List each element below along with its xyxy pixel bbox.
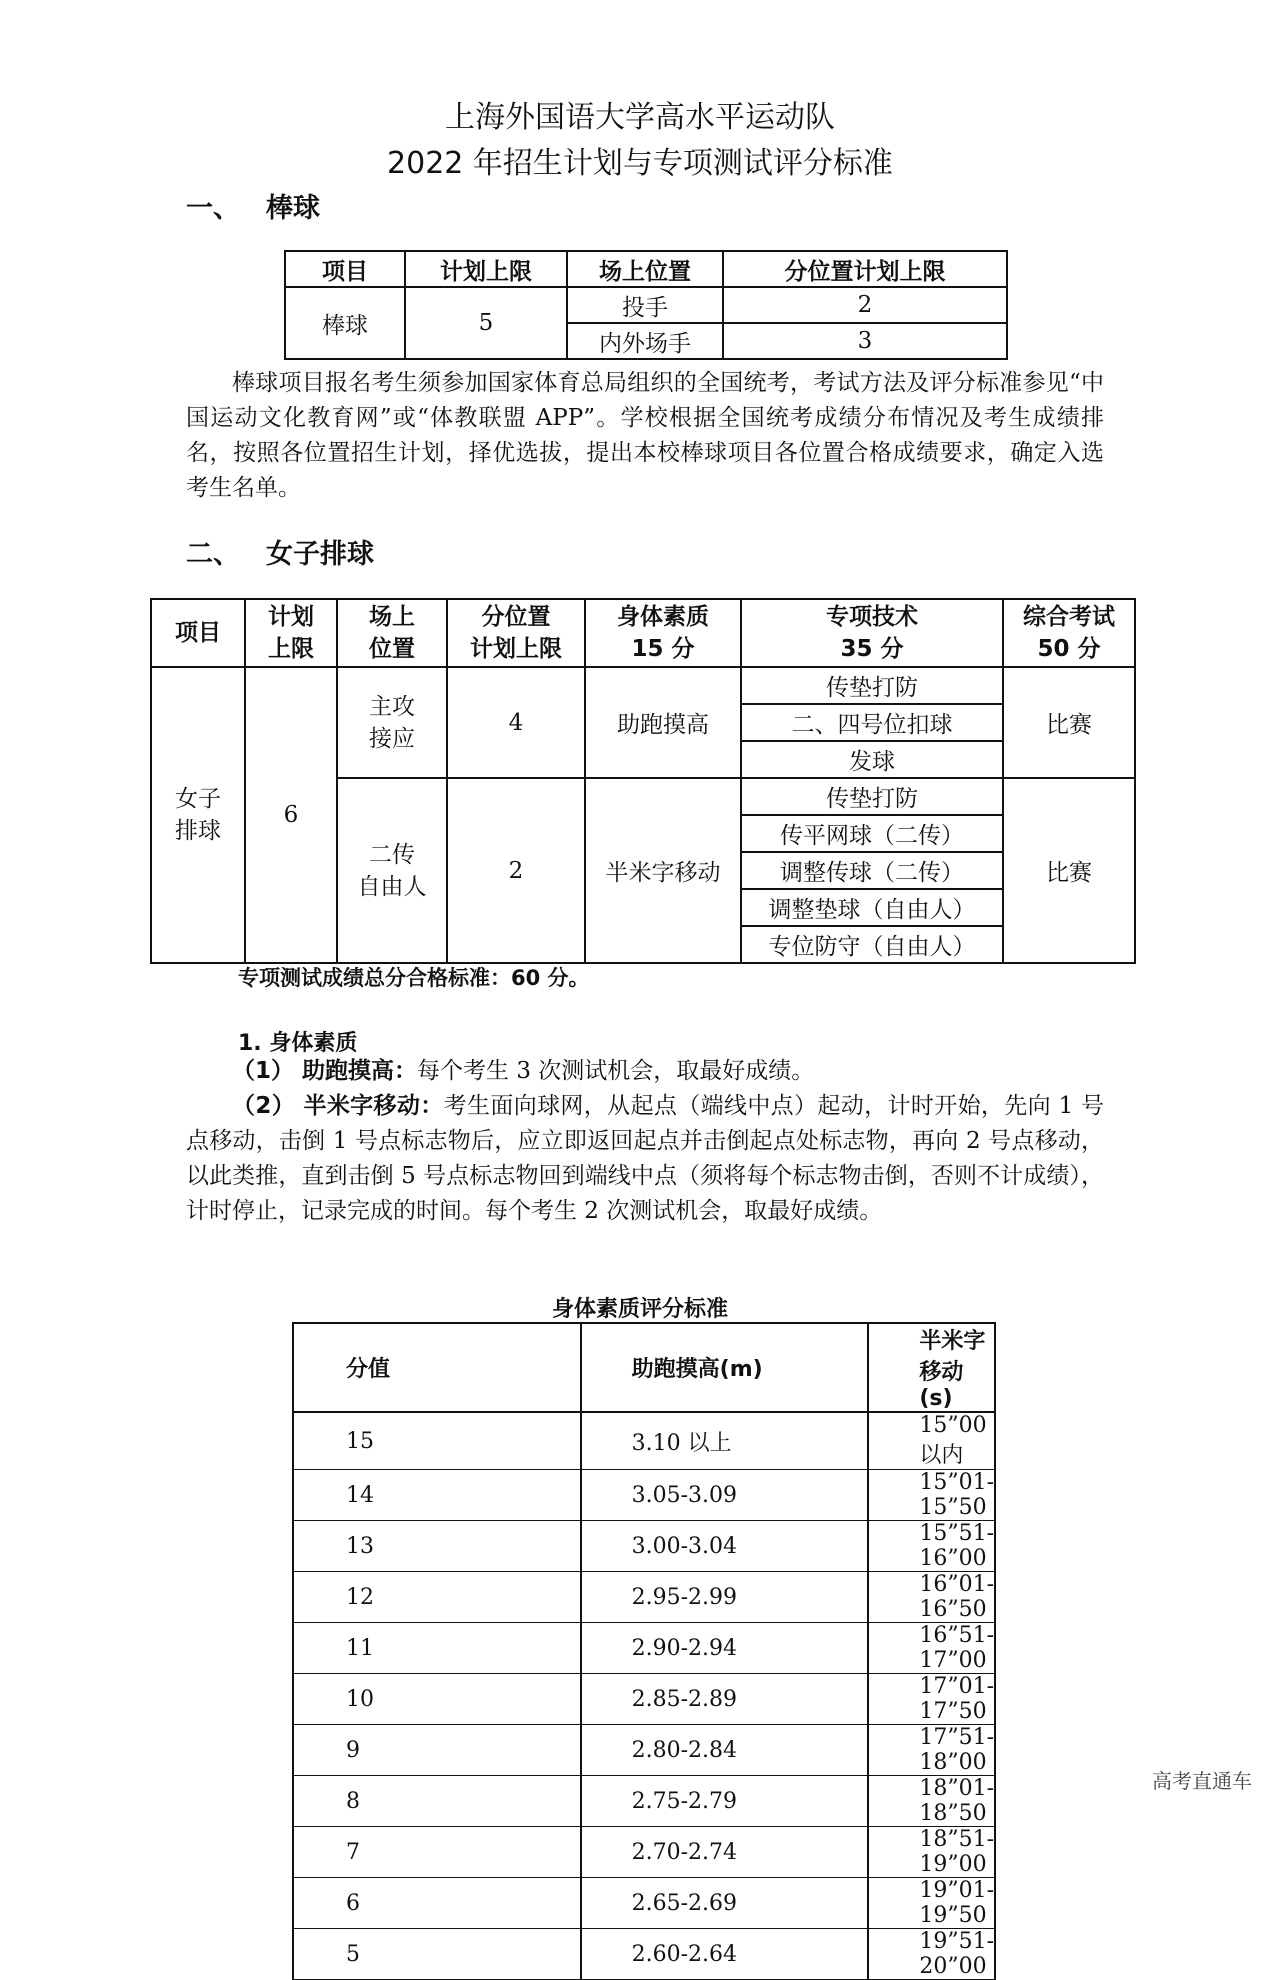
table-row xyxy=(293,1412,995,1470)
vb-header-match-a: 综合考试 xyxy=(1023,604,1115,630)
vb-header-plan-a: 计划 xyxy=(268,604,314,630)
table-row xyxy=(293,1623,995,1674)
vb-header-skill-a: 专项技术 xyxy=(826,604,918,630)
vb-group2-skill: 传平网球（二传） xyxy=(741,815,1003,852)
jump-range-cell: 2.85-2.89 xyxy=(581,1674,869,1725)
vb-group1-match: 比赛 xyxy=(1003,667,1135,778)
score-table xyxy=(292,1322,996,1980)
score-header-jump: 助跑摸高(m) xyxy=(581,1323,869,1412)
move-range-cell: 17”01-17”50 xyxy=(868,1674,995,1725)
move-range-cell: 15”00以内 xyxy=(868,1412,995,1470)
watermark: 高考直通车 xyxy=(1152,1769,1252,1793)
move-range-cell: 17”51-18”00 xyxy=(868,1725,995,1776)
vb-group1-pos-b: 接应 xyxy=(369,725,415,752)
vb-sport-b: 排球 xyxy=(175,818,221,844)
baseball-header-plan: 计划上限 xyxy=(405,251,567,287)
section1-number: 一、 xyxy=(186,193,240,224)
baseball-plan-cell: 5 xyxy=(405,287,567,359)
vb-header-limit-a: 分位置 xyxy=(481,604,551,630)
vb-header-position xyxy=(337,599,447,667)
baseball-table xyxy=(284,250,1008,360)
section2-heading xyxy=(186,532,374,571)
score-value-cell: 8 xyxy=(293,1776,581,1827)
move-range-cell: 19”51-20”00 xyxy=(868,1929,995,1980)
score-table-body xyxy=(293,1412,995,1980)
score-value-cell: 10 xyxy=(293,1674,581,1725)
vb-header-plan-b: 上限 xyxy=(268,636,314,662)
baseball-limit-fielder: 3 xyxy=(723,323,1007,359)
move-range-cell: 18”01-18”50 xyxy=(868,1776,995,1827)
vb-group2-match: 比赛 xyxy=(1003,778,1135,963)
jump-range-cell: 2.65-2.69 xyxy=(581,1878,869,1929)
vb-group1-skill: 传垫打防 xyxy=(741,667,1003,704)
vb-plan-cell: 6 xyxy=(245,667,337,963)
jump-range-cell: 2.70-2.74 xyxy=(581,1827,869,1878)
move-range-cell: 16”51-17”00 xyxy=(868,1623,995,1674)
item2-label: （2） 半米字移动： xyxy=(232,1093,444,1119)
jump-range-cell: 3.05-3.09 xyxy=(581,1470,869,1521)
page-title-line2: 2022 年招生计划与专项测试评分标准 xyxy=(387,146,893,181)
move-range-cell: 15”01-15”50 xyxy=(868,1470,995,1521)
table-row xyxy=(293,1572,995,1623)
move-range-cell: 16”01-16”50 xyxy=(868,1572,995,1623)
table-row xyxy=(293,1725,995,1776)
vb-group2-pos-b: 自由人 xyxy=(357,873,427,900)
score-value-cell: 14 xyxy=(293,1470,581,1521)
score-value-cell: 6 xyxy=(293,1878,581,1929)
move-range-cell: 15”51-16”00 xyxy=(868,1521,995,1572)
vb-group2-position xyxy=(337,778,447,963)
baseball-position-fielder: 内外场手 xyxy=(567,323,723,359)
section2-number: 二、 xyxy=(186,539,240,570)
vb-header-pos-b: 位置 xyxy=(369,636,415,662)
jump-range-cell: 2.75-2.79 xyxy=(581,1776,869,1827)
section1-heading xyxy=(186,186,320,225)
table-row xyxy=(293,1878,995,1929)
baseball-header-limit: 分位置计划上限 xyxy=(723,251,1007,287)
baseball-limit-pitcher: 2 xyxy=(723,287,1007,323)
score-value-cell: 7 xyxy=(293,1827,581,1878)
subsection-physical-title: 1. 身体素质 xyxy=(238,1031,358,1056)
vb-group1-skill: 二、四号位扣球 xyxy=(741,704,1003,741)
vb-group2-limit: 2 xyxy=(447,778,585,963)
score-value-cell: 11 xyxy=(293,1623,581,1674)
page-title-line1: 上海外国语大学高水平运动队 xyxy=(445,100,835,135)
score-value-cell: 15 xyxy=(293,1412,581,1470)
score-value-cell: 12 xyxy=(293,1572,581,1623)
vb-sport-a: 女子 xyxy=(175,786,221,812)
vb-group2-skill: 传垫打防 xyxy=(741,778,1003,815)
vb-group1-limit: 4 xyxy=(447,667,585,778)
jump-range-cell: 3.00-3.04 xyxy=(581,1521,869,1572)
score-value-cell: 13 xyxy=(293,1521,581,1572)
vb-group2-pos-a: 二传 xyxy=(369,841,415,868)
vb-header-match-b: 50 分 xyxy=(1037,636,1101,662)
move-range-cell: 18”51-19”00 xyxy=(868,1827,995,1878)
vb-header-physical-b: 15 分 xyxy=(631,636,695,662)
vb-header-skill xyxy=(741,599,1003,667)
vb-group1-physical: 助跑摸高 xyxy=(585,667,741,778)
score-table-caption: 身体素质评分标准 xyxy=(551,1297,728,1322)
baseball-sport-cell: 棒球 xyxy=(285,287,405,359)
table-row xyxy=(293,1674,995,1725)
baseball-header-sport: 项目 xyxy=(285,251,405,287)
score-value-cell: 5 xyxy=(293,1929,581,1980)
item2-text: 考生面向球网，从起点（端线中点）起动，计时开始，先向 1 号点移动，击倒 1 号点标志物后，应立即返回起点并击倒起点处标志物，再向 2 号点移动，以此类推，直到击倒 5 号点标志物回到端线中点（须将每个标志物击倒，否则不计成绩），计时停止，记录完成的时间。每个考生 2 次测试机会，取最好成绩。 xyxy=(186,1093,1104,1224)
vb-header-physical xyxy=(585,599,741,667)
vb-group2-skill: 专位防守（自由人） xyxy=(741,926,1003,963)
vb-header-limit xyxy=(447,599,585,667)
vb-sport-cell xyxy=(151,667,245,963)
jump-range-cell: 2.60-2.64 xyxy=(581,1929,869,1980)
physical-items xyxy=(186,1054,1104,1229)
vb-group2-skill: 调整传球（二传） xyxy=(741,852,1003,889)
baseball-header-position: 场上位置 xyxy=(567,251,723,287)
jump-range-cell: 2.95-2.99 xyxy=(581,1572,869,1623)
item1-text: 每个考生 3 次测试机会，取最好成绩。 xyxy=(417,1058,815,1084)
table-row xyxy=(293,1776,995,1827)
baseball-position-pitcher: 投手 xyxy=(567,287,723,323)
item1-label: （1） 助跑摸高： xyxy=(232,1058,418,1084)
volleyball-table xyxy=(150,598,1136,964)
table-row xyxy=(293,1521,995,1572)
vb-group1-position xyxy=(337,667,447,778)
jump-range-cell: 2.90-2.94 xyxy=(581,1623,869,1674)
item1-paragraph xyxy=(186,1054,1104,1089)
vb-group1-skill: 发球 xyxy=(741,741,1003,778)
vb-header-limit-b: 计划上限 xyxy=(470,636,562,662)
vb-header-physical-a: 身体素质 xyxy=(617,604,709,630)
section1-name: 棒球 xyxy=(266,193,320,224)
item2-paragraph xyxy=(186,1089,1104,1229)
jump-range-cell: 2.80-2.84 xyxy=(581,1725,869,1776)
table-row xyxy=(293,1470,995,1521)
pass-standard: 专项测试成绩总分合格标准：60 分。 xyxy=(238,966,590,990)
vb-header-sport: 项目 xyxy=(151,599,245,667)
vb-group1-pos-a: 主攻 xyxy=(369,693,415,720)
score-value-cell: 9 xyxy=(293,1725,581,1776)
vb-group2-skill: 调整垫球（自由人） xyxy=(741,889,1003,926)
move-range-cell: 19”01-19”50 xyxy=(868,1878,995,1929)
vb-header-plan xyxy=(245,599,337,667)
table-row xyxy=(293,1929,995,1980)
score-header-move: 半米字移动(s) xyxy=(868,1323,995,1412)
table-row xyxy=(293,1827,995,1878)
vb-header-match xyxy=(1003,599,1135,667)
jump-range-cell: 3.10 以上 xyxy=(581,1412,869,1470)
score-header-value: 分值 xyxy=(293,1323,581,1412)
vb-header-pos-a: 场上 xyxy=(369,604,415,630)
baseball-paragraph: 棒球项目报名考生须参加国家体育总局组织的全国统考，考试方法及评分标准参见“中国运动文化教育网”或“体教联盟 APP”。学校根据全国统考成绩分布情况及考生成绩排名，按照各位置招生计划，择优选拔，提出本校棒球项目各位置合格成绩要求，确定入选考生名单。 xyxy=(186,370,1104,501)
vb-header-skill-b: 35 分 xyxy=(840,636,904,662)
section2-name: 女子排球 xyxy=(266,539,374,570)
vb-group2-physical: 半米字移动 xyxy=(585,778,741,963)
